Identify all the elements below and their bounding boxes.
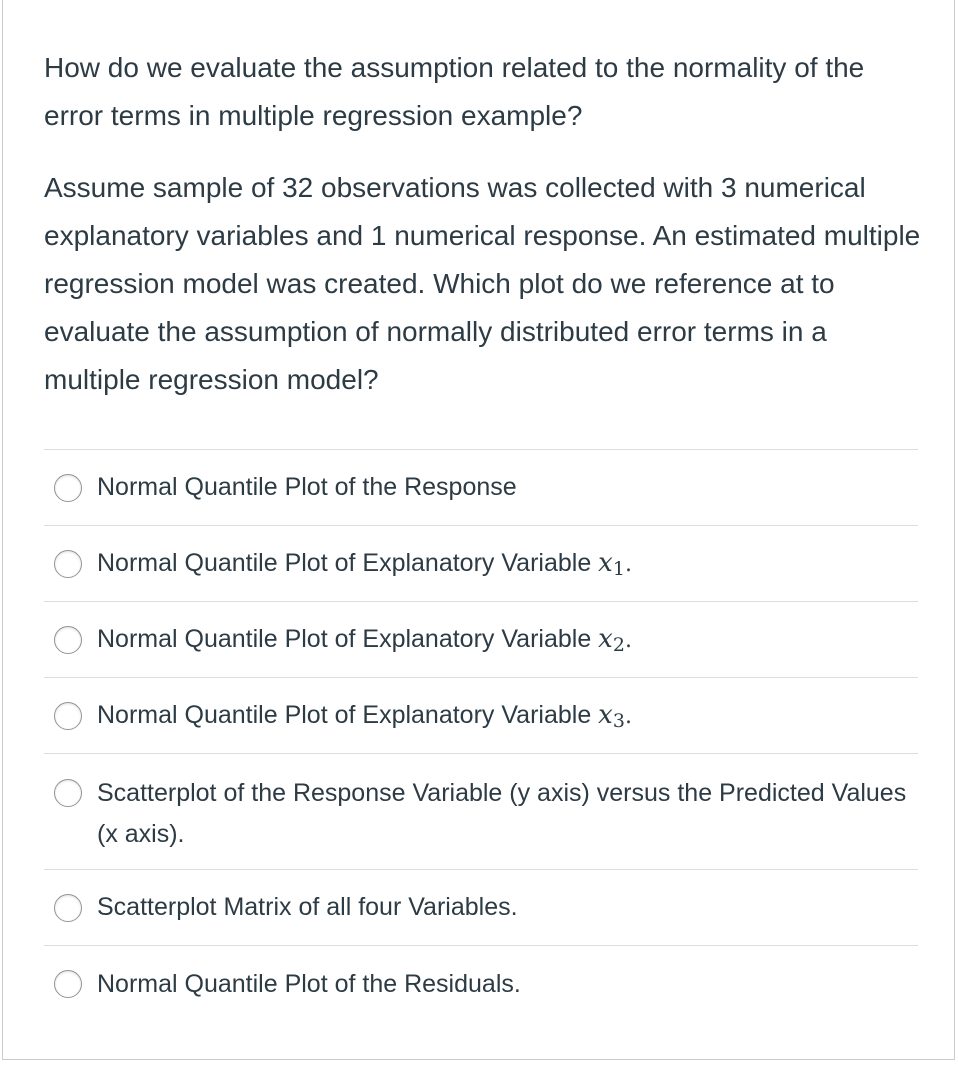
- answer-label[interactable]: Normal Quantile Plot of Explanatory Variable $x_2$.: [97, 623, 632, 656]
- quiz-question-card: [2, 0, 955, 1060]
- answer-option-6[interactable]: [44, 870, 918, 946]
- math-variable: $x_2$.: [598, 623, 632, 656]
- answer-option-2[interactable]: [44, 526, 918, 602]
- question-paragraph-1: How do we evaluate the assumption related to the normality of the error terms in multiple regression example?: [44, 52, 865, 131]
- answer-option-3[interactable]: [44, 602, 918, 678]
- radio-circle-icon[interactable]: [54, 779, 82, 807]
- answer-label[interactable]: Normal Quantile Plot of the Response: [97, 473, 517, 501]
- answer-label[interactable]: Normal Quantile Plot of the Residuals.: [97, 969, 521, 998]
- question-text: [44, 44, 924, 404]
- answer-label[interactable]: Normal Quantile Plot of Explanatory Variable $x_3$.: [97, 699, 632, 732]
- answer-label[interactable]: Scatterplot of the Response Variable (y axis) versus the Predicted Values (x axis).: [97, 779, 907, 848]
- question-paragraph-2: Assume sample of 32 observations was collected with 3 numerical explanatory variables and 1 numerical response. An estimated multiple regression model was created. Which plot do we reference at to evaluate the assumption of normally distributed error terms in a multiple regression model?: [44, 172, 921, 395]
- radio-circle-icon[interactable]: [54, 894, 82, 922]
- answer-label[interactable]: Normal Quantile Plot of Explanatory Variable $x_1$.: [97, 547, 632, 580]
- answer-option-5[interactable]: [44, 754, 918, 870]
- answer-list: [44, 449, 918, 1022]
- math-variable: $x_1$.: [598, 547, 632, 580]
- answer-option-4[interactable]: [44, 678, 918, 754]
- answer-label[interactable]: Scatterplot Matrix of all four Variables.: [97, 893, 518, 921]
- radio-circle-icon[interactable]: [54, 474, 82, 502]
- math-variable: $x_3$.: [598, 699, 632, 732]
- radio-circle-icon[interactable]: [54, 970, 82, 998]
- radio-circle-icon[interactable]: [54, 550, 82, 578]
- answer-option-1[interactable]: [44, 450, 918, 526]
- radio-circle-icon[interactable]: [54, 626, 82, 654]
- radio-circle-icon[interactable]: [54, 702, 82, 730]
- answer-option-7[interactable]: [44, 946, 918, 1022]
